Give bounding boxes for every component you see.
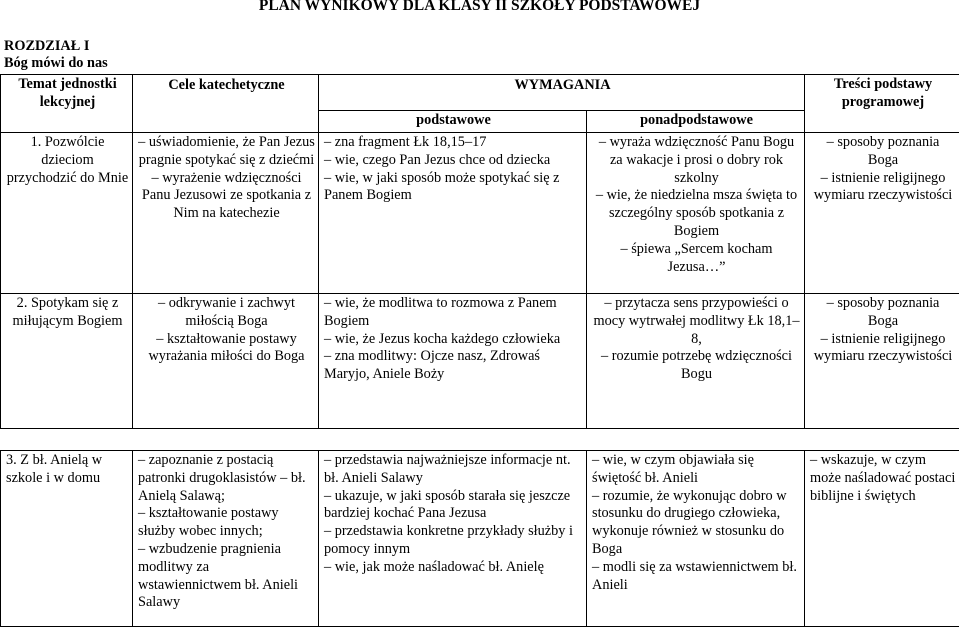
list-item: – kształtowanie postawy wyrażania miłości do Boga — [138, 331, 315, 367]
curriculum-cell — [805, 294, 959, 429]
topic-cell: 2. Spotykam się z miłującym Bogiem — [1, 294, 133, 429]
document-title: PLAN WYNIKOWY DLA KLASY II SZKOŁY PODSTAWOWEJ — [258, 0, 701, 14]
list-item: – zapoznanie z postacią patronki drugoklasistów – bł. Anielą Salawą; — [138, 452, 315, 505]
list-item: – wie, w czym objawiała się świętość bł. Anieli — [592, 452, 801, 488]
list-item: – wie, jak może naśladować bł. Anielę — [324, 559, 583, 577]
header-requirements: WYMAGANIA — [319, 75, 805, 111]
curriculum-cell — [805, 133, 959, 294]
table-row — [1, 451, 959, 627]
topic-cell: 1. Pozwólcie dzieciom przychodzić do Mnie — [1, 133, 133, 294]
list-item: – zna modlitwy: Ojcze nasz, Zdrowaś Maryjo, Aniele Boży — [324, 348, 583, 384]
list-item: – wie, w jaki sposób może spotykać się z Panem Bogiem — [324, 170, 583, 206]
goals-cell — [133, 294, 319, 429]
list-item: – wzbudzenie pragnienia modlitwy za wstawiennictwem bł. Anieli Salawy — [138, 541, 315, 612]
basic-requirements-cell — [319, 294, 587, 429]
extended-requirements-cell — [587, 294, 805, 429]
list-item: – rozumie, że wykonując dobro w stosunku do drugiego człowieka, wykonuje również w stosunku do Boga — [592, 488, 801, 559]
header-basic: podstawowe — [319, 111, 587, 133]
chapter-label: ROZDZIAŁ I — [4, 38, 90, 54]
plan-table-upper — [0, 74, 959, 429]
chapter-heading — [4, 38, 108, 72]
list-item: – wskazuje, w czym może naśladować postaci biblijne i świętych — [810, 452, 956, 505]
list-item: – przytacza sens przypowieści o mocy wytrwałej modlitwy Łk 18,1–8, — [592, 295, 801, 348]
list-item: – wie, że Jezus kocha każdego człowieka — [324, 331, 583, 349]
header-curriculum: Treści podstawy programowej — [805, 75, 959, 133]
list-item: – rozumie potrzebę wdzięczności Bogu — [592, 348, 801, 384]
goals-cell — [133, 133, 319, 294]
header-topic: Temat jednostki lekcyjnej — [1, 75, 133, 133]
header-extended: ponadpodstawowe — [587, 111, 805, 133]
list-item: – ukazuje, w jaki sposób starała się jeszcze bardziej kochać Pana Jezusa — [324, 488, 583, 524]
basic-requirements-cell — [319, 133, 587, 294]
list-item: – istnienie religijnego wymiaru rzeczywistości — [810, 170, 956, 206]
topic-cell: 3. Z bł. Anielą w szkole i w domu — [1, 451, 133, 627]
list-item: – śpiewa „Sercem kocham Jezusa…” — [592, 241, 801, 277]
basic-requirements-cell — [319, 451, 587, 627]
table-row — [1, 294, 959, 429]
list-item: – uświadomienie, że Pan Jezus pragnie spotykać się z dziećmi — [138, 134, 315, 170]
list-item: – istnienie religijnego wymiaru rzeczywistości — [810, 331, 956, 367]
list-item: – wyrażenie wdzięczności Panu Jezusowi ze spotkania z Nim na katechezie — [138, 170, 315, 223]
curriculum-cell — [805, 451, 959, 627]
list-item: – sposoby poznania Boga — [810, 295, 956, 331]
list-item: – wie, że modlitwa to rozmowa z Panem Bogiem — [324, 295, 583, 331]
list-item: – odkrywanie i zachwyt miłością Boga — [138, 295, 315, 331]
list-item: – sposoby poznania Boga — [810, 134, 956, 170]
list-item: – przedstawia konkretne przykłady służby i pomocy innym — [324, 523, 583, 559]
extended-requirements-cell — [587, 451, 805, 627]
chapter-name: Bóg mówi do nas — [4, 55, 108, 71]
list-item: – wyraża wdzięczność Panu Bogu za wakacje i prosi o dobry rok szkolny — [592, 134, 801, 187]
list-item: – przedstawia najważniejsze informacje nt. bł. Anieli Salawy — [324, 452, 583, 488]
plan-table-lower — [0, 450, 959, 627]
list-item: – zna fragment Łk 18,15–17 — [324, 134, 583, 152]
list-item: – modli się za wstawiennictwem bł. Anieli — [592, 559, 801, 595]
list-item: – wie, czego Pan Jezus chce od dziecka — [324, 152, 583, 170]
header-goals: Cele katechetyczne — [133, 75, 319, 133]
extended-requirements-cell — [587, 133, 805, 294]
list-item: – kształtowanie postawy służby wobec innych; — [138, 505, 315, 541]
list-item: – wie, że niedzielna msza święta to szczególny sposób spotkania z Bogiem — [592, 187, 801, 240]
table-row — [1, 133, 959, 294]
goals-cell — [133, 451, 319, 627]
